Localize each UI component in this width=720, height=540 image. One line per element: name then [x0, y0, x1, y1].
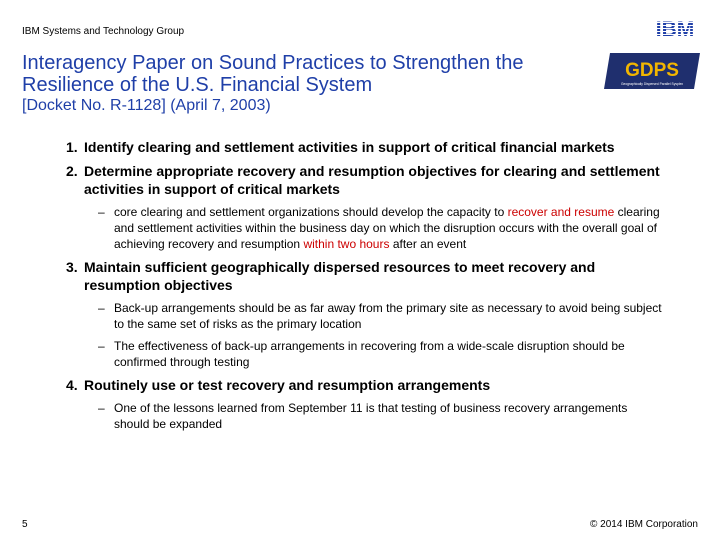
- svg-text:Geographically Dispersed Paral: Geographically Dispersed Parallel Sysplex: [620, 82, 684, 86]
- page-number: 5: [22, 519, 28, 530]
- highlight-text: within two hours: [303, 237, 390, 251]
- header-group-label: IBM Systems and Technology Group: [22, 26, 185, 37]
- copyright: © 2014 IBM Corporation: [590, 519, 698, 530]
- sub-bullet: – The effectiveness of back-up arrangements in recovering from a wide-scale disruption should be confirmed through testing: [98, 339, 625, 369]
- list-item: 1. Identify clearing and settlement activities in support of critical financial markets: [66, 139, 615, 155]
- highlight-text: recover and resume: [507, 205, 615, 219]
- slide-subtitle: [Docket No. R-1128] (April 7, 2003): [22, 97, 271, 114]
- sub-bullet: – One of the lessons learned from September 11 is that testing of business recovery arrangements should be expanded: [98, 401, 628, 431]
- ibm-logo: [652, 17, 698, 39]
- svg-text:GDPS: GDPS: [625, 60, 679, 81]
- slide-content: [66, 138, 666, 438]
- sub-bullet: – core clearing and settlement organizations should develop the capacity to recover and resume clearing and settlement activities within the business day on which the disruption occurs with the overall goal of achieving recovery and resumption within two hours after an event: [98, 205, 660, 251]
- list-item: 3. Maintain sufficient geographically dispersed resources to meet recovery and resumption objectives: [66, 259, 596, 293]
- list-item: 2. Determine appropriate recovery and resumption objectives for clearing and settlement activities in support of critical markets: [66, 163, 660, 197]
- gdps-logo: [602, 51, 702, 91]
- list-item: 4. Routinely use or test recovery and resumption arrangements: [66, 377, 491, 393]
- sub-bullet: – Back-up arrangements should be as far away from the primary site as necessary to avoid being subject to the same set of risks as the primary location: [98, 301, 662, 331]
- slide-title: Interagency Paper on Sound Practices to Strengthen the Resilience of the U.S. Financial System: [22, 52, 524, 96]
- svg-text:IBM: IBM: [655, 18, 695, 39]
